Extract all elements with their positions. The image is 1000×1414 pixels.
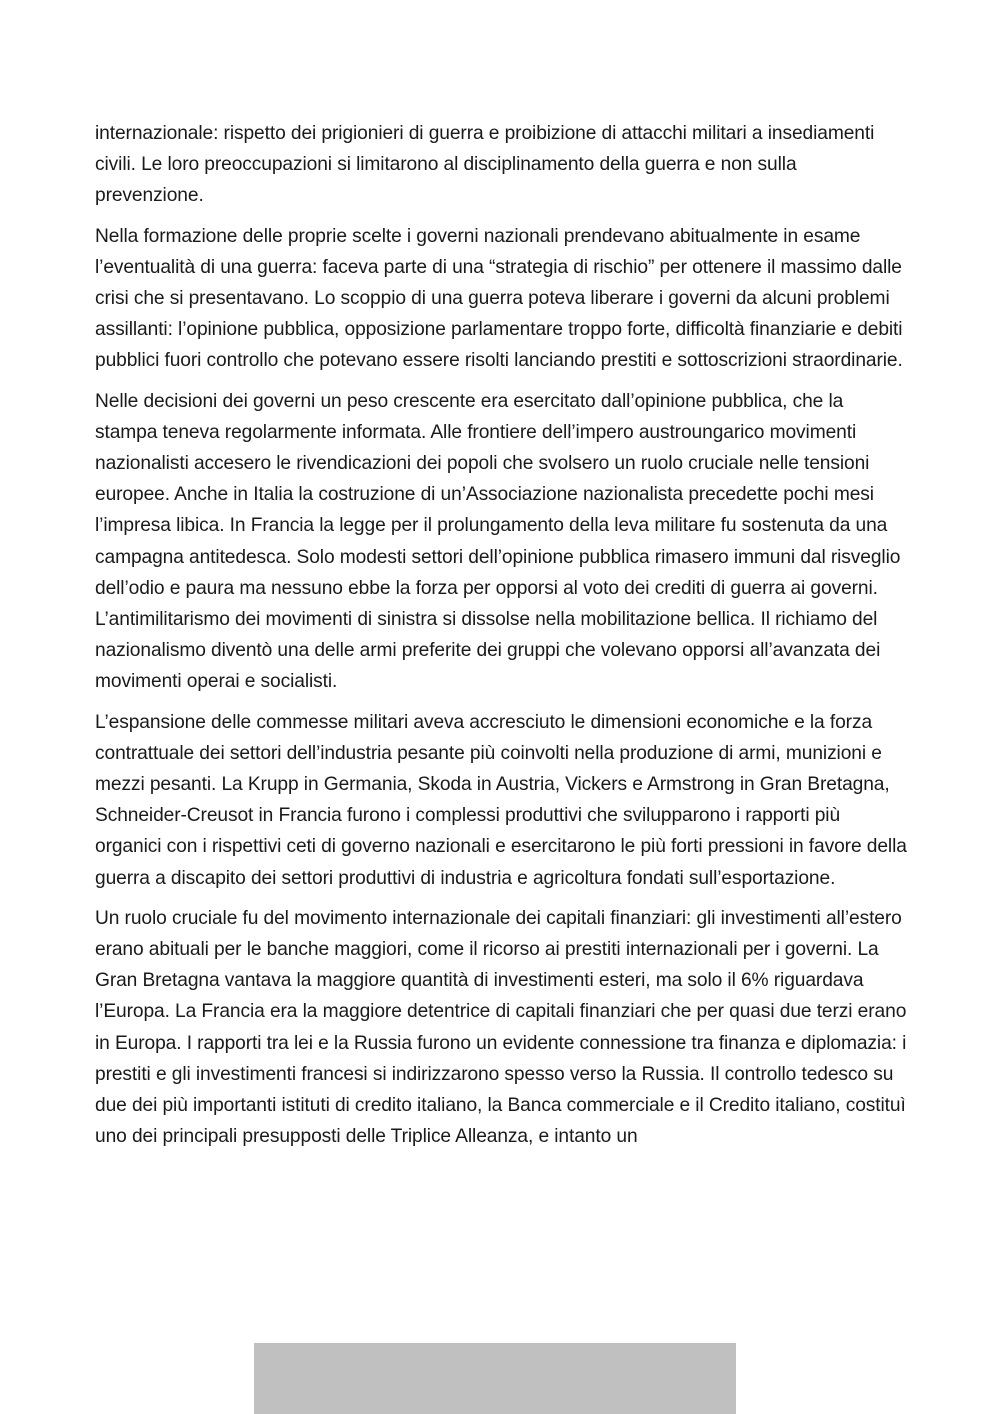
paragraph-5: Un ruolo cruciale fu del movimento internazionale dei capitali finanziari: gli investimenti all’estero erano abituali per le banche maggiori, come il ricorso ai prestiti internazionali per i governi. La Gran Bretagna vantava la maggiore quantità di investimenti esteri, ma solo il 6% riguardava l’Europa. La Francia era la maggiore detentrice di capitali finanziari che per quasi due terzi erano in Europa. I rapporti tra lei e la Russia furono un evidente connessione tra finanza e diplomazia: i prestiti e gli investimenti francesi si indirizzarono spesso verso la Russia. Il controllo tedesco su due dei più importanti istituti di credito italiano, la Banca commerciale e il Credito italiano, costituì uno dei principali presupposti delle Triplice Alleanza, e intanto un	[95, 907, 907, 1148]
paragraph-4: L’espansione delle commesse militari aveva accresciuto le dimensioni economiche e la forza contrattuale dei settori dell’industria pesante più coinvolti nella produzione di armi, munizioni e mezzi pesanti. La Krupp in Germania, Skoda in Austria, Vickers e Armstrong in Gran Bretagna, Schneider-Creusot in Francia furono i complessi produttivi che svilupparono i rapporti più organici con i rispettivi ceti di governo nazionali e esercitarono le più forti pressioni in favore della guerra a discapito dei settori produttivi di industria e agricoltura fondati sull’esportazione.	[95, 711, 907, 889]
paragraph-1: internazionale: rispetto dei prigionieri di guerra e proibizione di attacchi militari a insediamenti civili. Le loro preoccupazioni si limitarono al disciplinamento della guerra e non sulla prevenzione.	[95, 123, 875, 207]
footer-gray-block	[254, 1343, 736, 1414]
paragraph-2: Nella formazione delle proprie scelte i governi nazionali prendevano abitualmente in esame l’eventualità di una guerra: faceva parte di una “strategia di rischio” per ottenere il massimo dalle crisi che si presentavano. Lo scoppio di una guerra poteva liberare i governi da alcuni problemi assillanti: l’opinione pubblica, opposizione parlamentare troppo forte, difficoltà finanziarie e debiti pubblici fuori controllo che potevano essere risolti lanciando prestiti e sottoscrizioni straordinarie.	[95, 225, 903, 372]
document-body	[95, 118, 910, 1162]
paragraph-3: Nelle decisioni dei governi un peso crescente era esercitato dall’opinione pubblica, che la stampa teneva regolarmente informata. Alle frontiere dell’impero austroungarico movimenti nazionalisti accesero le rivendicazioni dei popoli che svolsero un ruolo cruciale nelle tensioni europee. Anche in Italia la costruzione di un’Associazione nazionalista precedette pochi mesi l’impresa libica. In Francia la legge per il prolungamento della leva militare fu sostenuta da una campagna antitedesca. Solo modesti settori dell’opinione pubblica rimasero immuni dal risveglio dell’odio e paura ma nessuno ebbe la forza per opporsi al voto dei crediti di guerra ai governi. L’antimilitarismo dei movimenti di sinistra si dissolse nella mobilitazione bellica. Il richiamo del nazionalismo diventò una delle armi preferite dei gruppi che volevano opporsi all’avanzata dei movimenti operai e socialisti.	[95, 390, 901, 693]
